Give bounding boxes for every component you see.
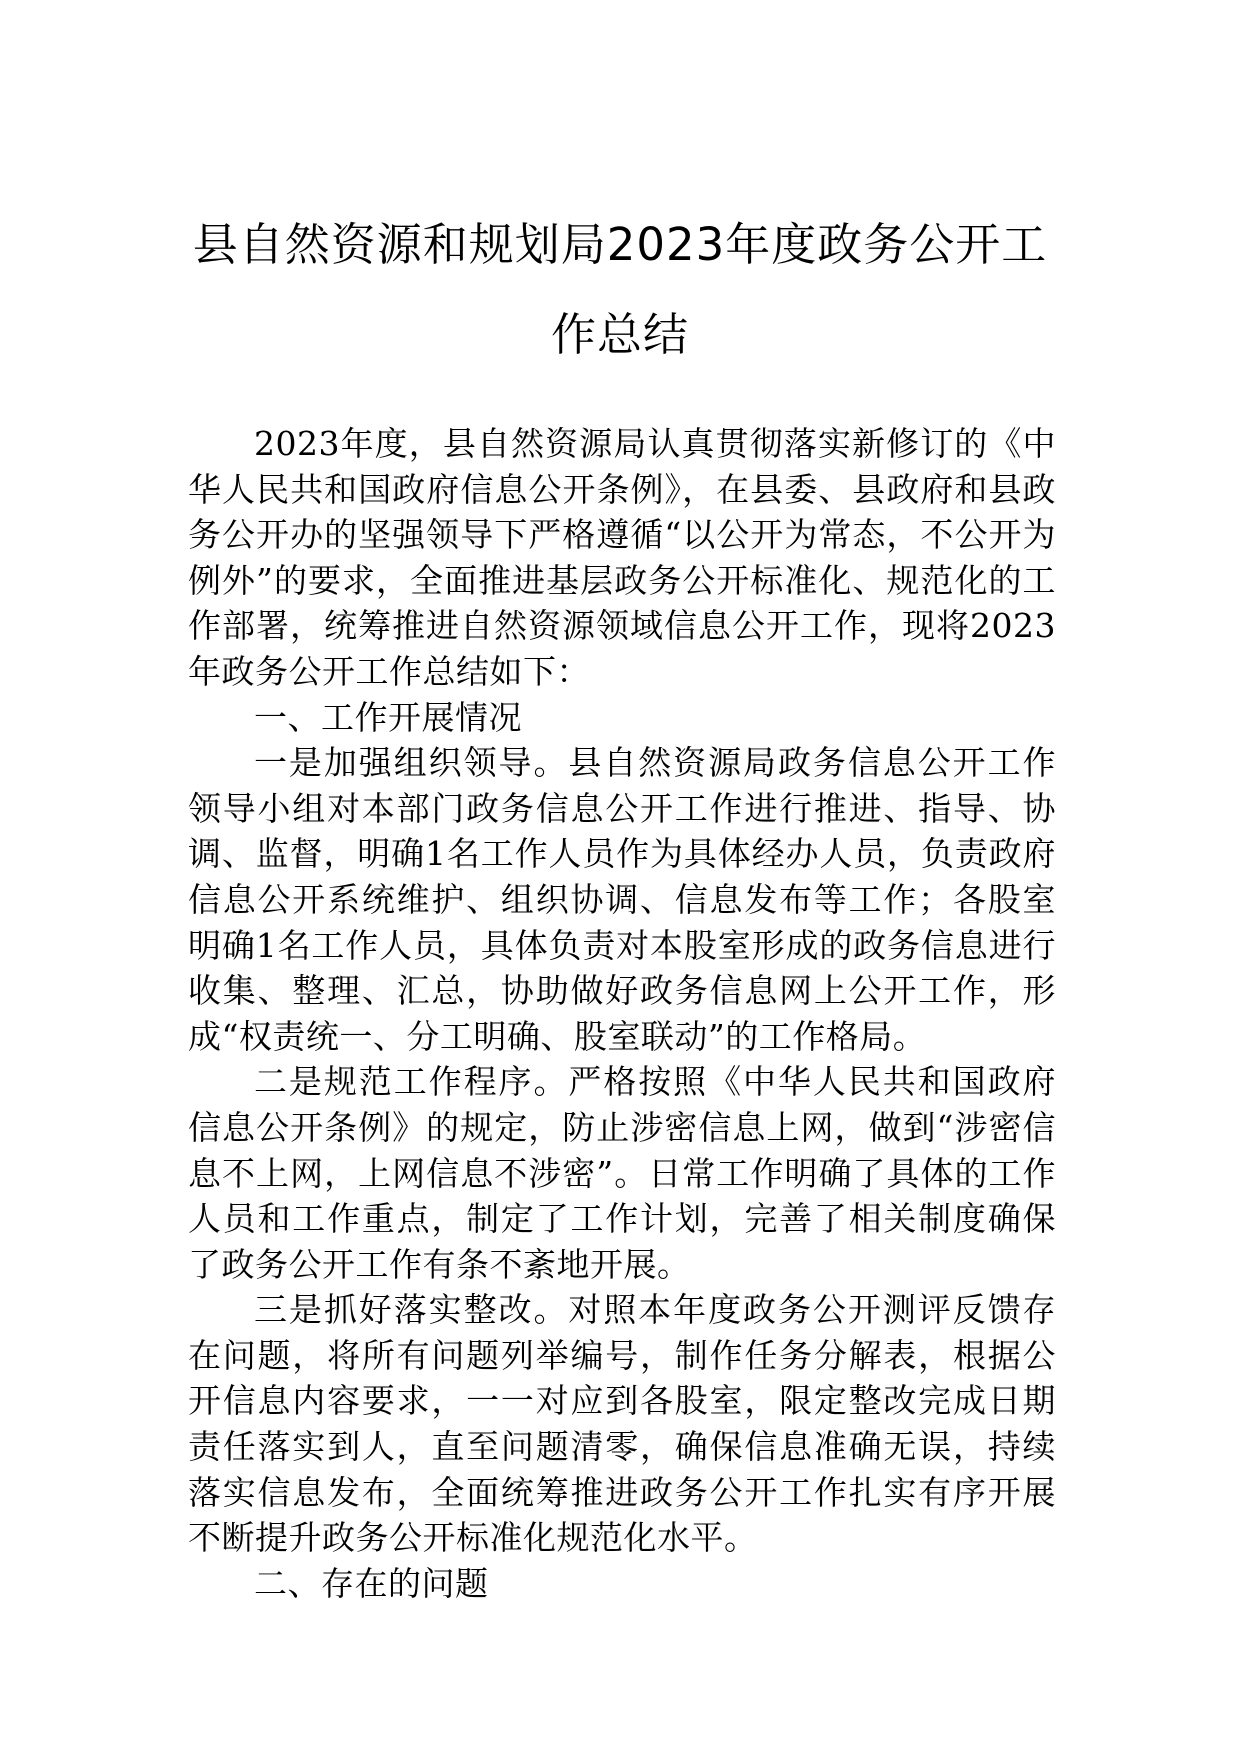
document-title (180, 200, 1060, 380)
intro-paragraph: 2023年度，县自然资源局认真贯彻落实新修订的《中华人民共和国政府信息公开条例》，在县委、县政府和县政务公开办的坚强领导下严格遵循“以公开为常态，不公开为例外”的要求，全面推进基层政务公开标准化、规范化的工作部署，统筹推进自然资源领域信息公开工作，现将2023年政务公开工作总结如下： (188, 424, 1056, 691)
document-body (188, 421, 1056, 1606)
title-line-1: 县自然资源和规划局2023年度政务公开工 (192, 218, 1048, 271)
title-line-2: 作总结 (550, 308, 689, 361)
section-heading-existing-problems: 二、存在的问题 (254, 1563, 489, 1603)
paragraph-rectification: 三是抓好落实整改。对照本年度政务公开测评反馈存在问题，将所有问题列举编号，制作任务分解表，根据公开信息内容要求，一一对应到各股室，限定整改完成日期责任落实到人，直至问题清零，确保信息准确无误，持续落实信息发布，全面统筹推进政务公开工作扎实有序开展不断提升政务公开标准化规范化水平。 (188, 1290, 1056, 1558)
section-heading-work-progress: 一、工作开展情况 (254, 697, 522, 737)
paragraph-work-procedure: 二是规范工作程序。严格按照《中华人民共和国政府信息公开条例》的规定，防止涉密信息上网，做到“涉密信息不上网，上网信息不涉密”。日常工作明确了具体的工作人员和工作重点，制定了工作计划，完善了相关制度确保了政务公开工作有条不紊地开展。 (188, 1062, 1056, 1284)
paragraph-organization-leadership: 一是加强组织领导。县自然资源局政务信息公开工作领导小组对本部门政务信息公开工作进行推进、指导、协调、监督，明确1名工作人员作为具体经办人员，负责政府信息公开系统维护、组织协调、信息发布等工作；各股室明确1名工作人员，具体负责对本股室形成的政务信息进行收集、整理、汇总，协助做好政务信息网上公开工作，形成“权责统一、分工明确、股室联动”的工作格局。 (188, 743, 1056, 1056)
